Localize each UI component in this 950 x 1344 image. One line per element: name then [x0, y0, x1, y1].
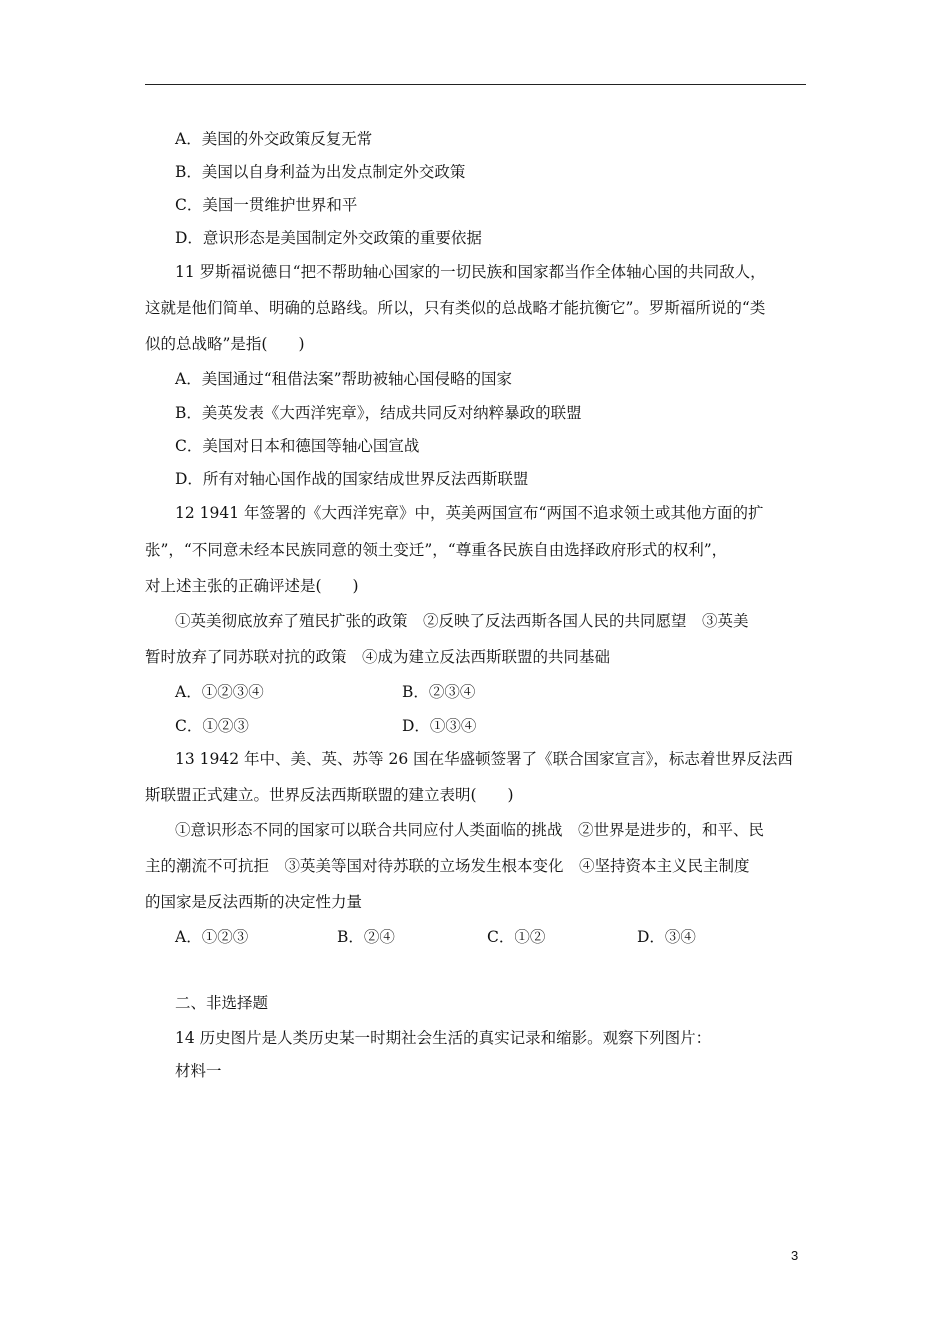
material-label: 材料一 — [175, 1062, 222, 1080]
q11-option-d: D．所有对轴心国作战的国家结成世界反法西斯联盟 — [175, 470, 529, 488]
q11-stem-line: 这就是他们简单、明确的总路线。所以，只有类似的总战略才能抗衡它”。罗斯福所说的“类 — [145, 299, 766, 317]
q12-option-a: A．①②③④ — [175, 683, 264, 701]
q11-stem-line: 11 罗斯福说德日“把不帮助轴心国家的一切民族和国家都当作全体轴心国的共同敌人， — [175, 263, 766, 281]
q12-stem-line: 12 1941 年签署的《大西洋宪章》中，英美两国宣布“两国不追求领土或其他方面的扩 — [175, 504, 764, 522]
q12-option-d: D．①③④ — [402, 717, 477, 735]
q10-option-c: C．美国一贯维护世界和平 — [175, 196, 358, 214]
section-heading: 二、非选择题 — [175, 994, 269, 1012]
q13-stem-line: 13 1942 年中、美、英、苏等 26 国在华盛顿签署了《联合国家宣言》，标志着世界反法西 — [175, 750, 793, 768]
q12-statement-line: ①英美彻底放弃了殖民扩张的政策 ②反映了反法西斯各国人民的共同愿望 ③英美 — [175, 612, 749, 630]
q13-stem-line: 斯联盟正式建立。世界反法西斯联盟的建立表明( ) — [145, 786, 514, 804]
q13-option-b: B．②④ — [337, 928, 395, 946]
q10-option-d: D．意识形态是美国制定外交政策的重要依据 — [175, 229, 482, 247]
q13-option-d: D．③④ — [637, 928, 696, 946]
q12-stem-line: 对上述主张的正确评述是( ) — [145, 577, 359, 595]
q12-option-c: C．①②③ — [175, 717, 249, 735]
q13-statement-line: 主的潮流不可抗拒 ③英美等国对待苏联的立场发生根本变化 ④坚持资本主义民主制度 — [145, 857, 750, 875]
q11-option-c: C．美国对日本和德国等轴心国宣战 — [175, 437, 420, 455]
q13-option-c: C．①② — [487, 928, 546, 946]
q11-stem-line: 似的总战略”是指( ) — [145, 335, 305, 353]
q13-statement-line: 的国家是反法西斯的决定性力量 — [145, 893, 363, 911]
q12-stem-line: 张”，“不同意未经本民族同意的领土变迁”，“尊重各民族自由选择政府形式的权利”， — [145, 541, 728, 559]
q13-statement-line: ①意识形态不同的国家可以联合共同应付人类面临的挑战 ②世界是进步的，和平、民 — [175, 821, 765, 839]
page-number: 3 — [791, 1248, 799, 1263]
q11-option-a: A．美国通过“租借法案”帮助被轴心国侵略的国家 — [175, 370, 513, 388]
q13-option-a: A．①②③ — [175, 928, 249, 946]
q10-option-a: A．美国的外交政策反复无常 — [175, 130, 373, 148]
header-rule — [145, 84, 806, 85]
q11-option-b: B．美英发表《大西洋宪章》，结成共同反对纳粹暴政的联盟 — [175, 404, 582, 422]
q12-option-b: B．②③④ — [402, 683, 476, 701]
q10-option-b: B．美国以自身利益为出发点制定外交政策 — [175, 163, 466, 181]
q14-stem: 14 历史图片是人类历史某一时期社会生活的真实记录和缩影。观察下列图片： — [175, 1029, 712, 1047]
q12-statement-line: 暂时放弃了同苏联对抗的政策 ④成为建立反法西斯联盟的共同基础 — [145, 648, 611, 666]
